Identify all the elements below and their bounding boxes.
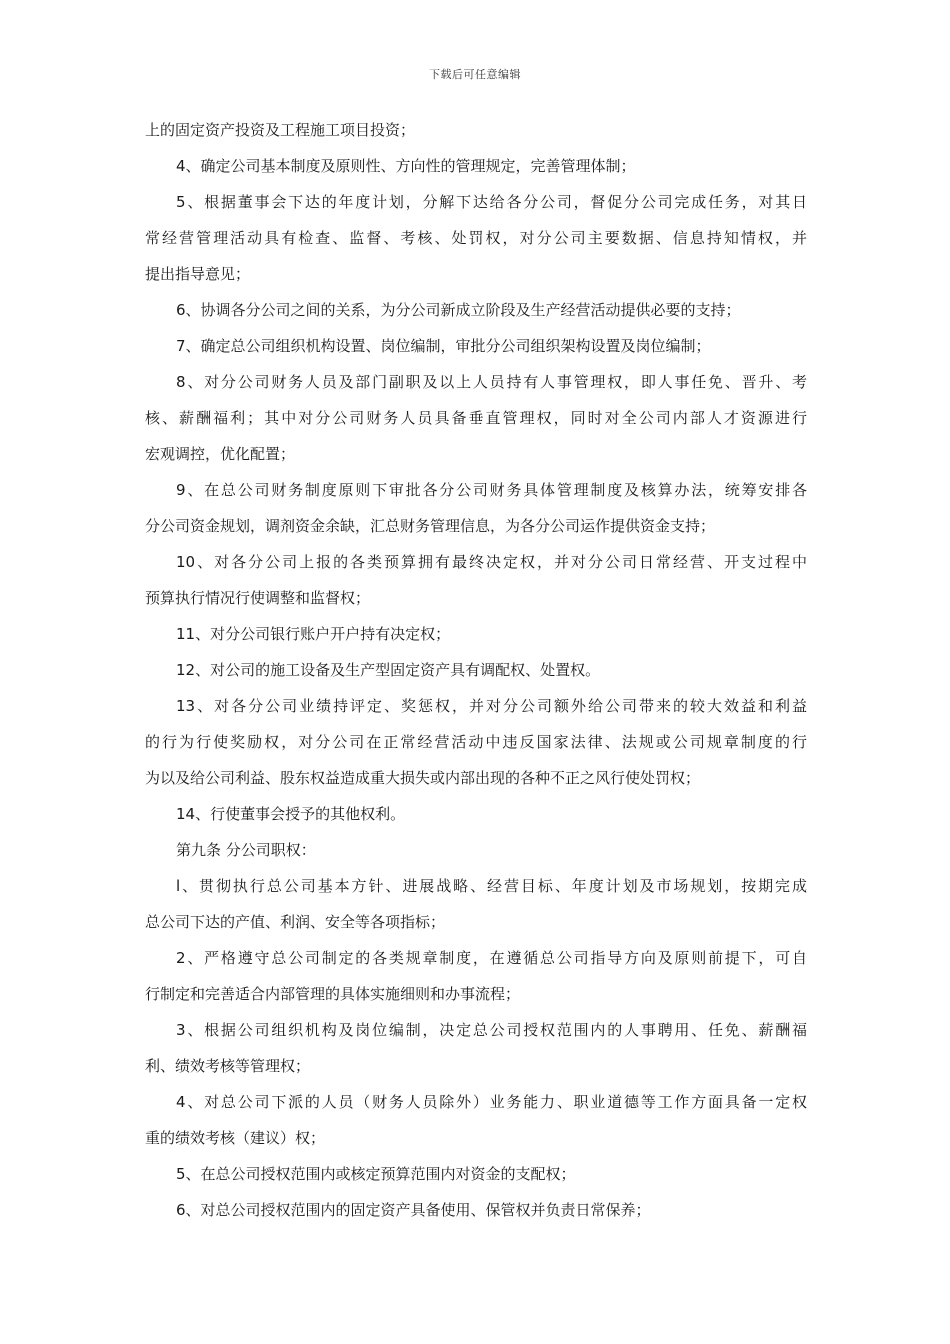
text-line: 3、根据公司组织机构及岗位编制，决定总公司授权范围内的人事聘用、任免、薪酬福 (176, 1021, 807, 1039)
text-line: 第九条 分公司职权： (176, 841, 316, 859)
text-line: 4、对总公司下派的人员（财务人员除外）业务能力、职业道德等工作方面具备一定权 (176, 1093, 807, 1111)
page-header: 下载后可任意编辑 (429, 68, 521, 81)
text-line: 6、对总公司授权范围内的固定资产具备使用、保管权并负责日常保养； (176, 1201, 651, 1219)
text-line: 行制定和完善适合内部管理的具体实施细则和办事流程； (145, 985, 521, 1003)
text-line: 总公司下达的产值、利润、安全等各项指标； (145, 913, 446, 931)
text-line: 的行为行使奖励权，对分公司在正常经营活动中违反国家法律、法规或公司规章制度的行 (145, 733, 807, 751)
text-line: 核、薪酬福利；其中对分公司财务人员具备垂直管理权，同时对全公司内部人才资源进行 (145, 409, 807, 427)
text-line: l、贯彻执行总公司基本方针、进展战略、经营目标、年度计划及市场规划，按期完成 (176, 877, 807, 895)
text-line: 重的绩效考核（建议）权； (145, 1129, 326, 1147)
text-line: 利、绩效考核等管理权； (145, 1057, 311, 1075)
text-line: 8、对分公司财务人员及部门副职及以上人员持有人事管理权，即人事任免、晋升、考 (176, 373, 807, 391)
text-line: 2、严格遵守总公司制定的各类规章制度，在遵循总公司指导方向及原则前提下，可自 (176, 949, 807, 967)
text-line: 提出指导意见； (145, 265, 251, 283)
text-line: 5、根据董事会下达的年度计划，分解下达给各分公司，督促分公司完成任务，对其日 (176, 193, 807, 211)
document-body (145, 120, 807, 1220)
text-line: 分公司资金规划，调剂资金余缺，汇总财务管理信息，为各分公司运作提供资金支持； (145, 517, 716, 535)
text-line: 14、行使董事会授予的其他权利。 (176, 805, 406, 823)
text-line: 宏观调控，优化配置； (145, 445, 296, 463)
text-line: 常经营管理活动具有检查、监督、考核、处罚权，对分公司主要数据、信息持知情权，并 (145, 229, 807, 247)
text-line: 11、对分公司银行账户开户持有决定权； (176, 625, 451, 643)
text-line: 13、对各分公司业绩持评定、奖惩权，并对分公司额外给公司带来的较大效益和利益 (176, 697, 807, 715)
text-line: 12、对公司的施工设备及生产型固定资产具有调配权、处置权。 (176, 661, 601, 679)
text-line: 6、协调各分公司之间的关系，为分公司新成立阶段及生产经营活动提供必要的支持； (176, 301, 741, 319)
text-line: 预算执行情况行使调整和监督权； (145, 589, 371, 607)
text-line: 10、对各分公司上报的各类预算拥有最终决定权，并对分公司日常经营、开支过程中 (176, 553, 807, 571)
text-line: 上的固定资产投资及工程施工项目投资； (145, 121, 416, 139)
text-line: 5、在总公司授权范围内或核定预算范围内对资金的支配权； (176, 1165, 576, 1183)
text-line: 为以及给公司利益、股东权益造成重大损失或内部出现的各种不正之风行使处罚权； (145, 769, 701, 787)
text-line: 9、在总公司财务制度原则下审批各分公司财务具体管理制度及核算办法，统筹安排各 (176, 481, 807, 499)
text-line: 7、确定总公司组织机构设置、岗位编制，审批分公司组织架构设置及岗位编制； (176, 337, 711, 355)
text-line: 4、确定公司基本制度及原则性、方向性的管理规定，完善管理体制； (176, 157, 636, 175)
